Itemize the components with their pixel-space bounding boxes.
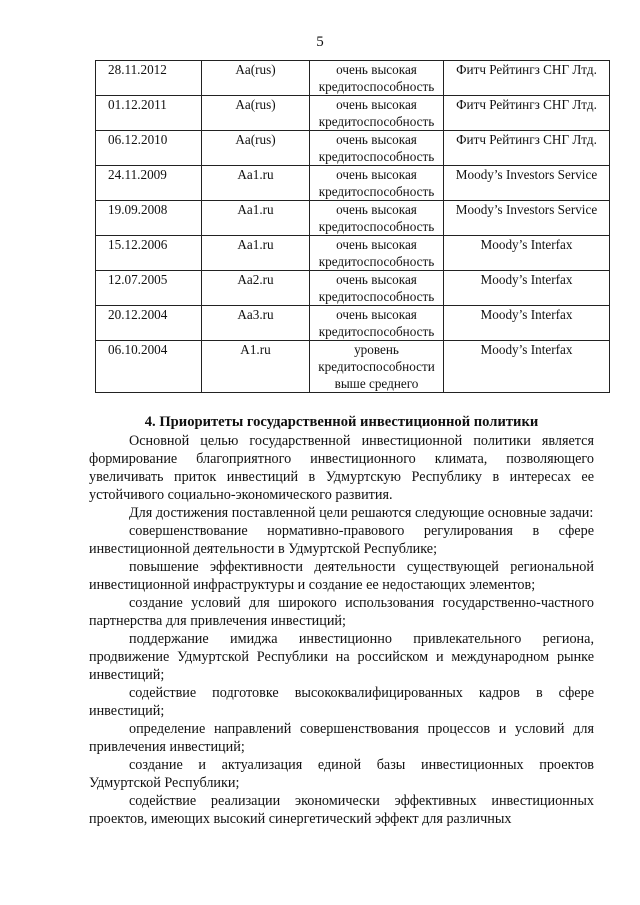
rating-value: A1.ru	[202, 341, 310, 393]
rating-date: 20.12.2004	[96, 306, 202, 341]
rating-level: очень высокая кредитоспособность	[310, 306, 444, 341]
rating-agency: Moody’s Interfax	[444, 236, 610, 271]
table-row	[96, 271, 610, 306]
rating-value: Aa1.ru	[202, 201, 310, 236]
rating-date: 28.11.2012	[96, 61, 202, 96]
credit-ratings-table	[95, 60, 610, 393]
paragraph: создание и актуализация единой базы инвестиционных проектов Удмуртской Республики;	[89, 757, 594, 791]
table-row	[96, 341, 610, 393]
rating-value: Aa2.ru	[202, 271, 310, 306]
paragraph: создание условий для широкого использования государственно-частного партнерства для привлечения инвестиций;	[89, 595, 594, 629]
rating-value: Aa3.ru	[202, 306, 310, 341]
section-heading: 4. Приоритеты государственной инвестиционной политики	[144, 414, 539, 430]
table-row	[96, 96, 610, 131]
rating-agency: Moody’s Interfax	[444, 271, 610, 306]
rating-value: Aa(rus)	[202, 131, 310, 166]
rating-agency: Фитч Рейтингз СНГ Лтд.	[444, 96, 610, 131]
rating-level: очень высокая кредитоспособность	[310, 271, 444, 306]
investment-policy-section	[89, 413, 594, 828]
table-row	[96, 166, 610, 201]
paragraph: повышение эффективности деятельности существующей региональной инвестиционной инфраструктуры и создание ее недостающих элементов;	[89, 559, 594, 593]
rating-agency: Moody’s Investors Service	[444, 166, 610, 201]
paragraph: совершенствование нормативно-правового регулирования в сфере инвестиционной деятельности в Удмуртской Республике;	[89, 523, 594, 557]
rating-agency: Moody’s Interfax	[444, 341, 610, 393]
paragraph: содействие реализации экономически эффективных инвестиционных проектов, имеющих высокий синергетический эффект для различных	[89, 793, 594, 827]
paragraph: Основной целью государственной инвестиционной политики является формирование благоприятного инвестиционного климата, позволяющего увеличивать приток инвестиций в Удмуртскую Республику в интересах ее устойчивого социально-экономического развития.	[89, 433, 594, 503]
table-row	[96, 236, 610, 271]
rating-value: Aa(rus)	[202, 61, 310, 96]
rating-value: Aa(rus)	[202, 96, 310, 131]
rating-agency: Moody’s Interfax	[444, 306, 610, 341]
rating-date: 06.10.2004	[96, 341, 202, 393]
rating-level: очень высокая кредитоспособность	[310, 96, 444, 131]
rating-level: очень высокая кредитоспособность	[310, 131, 444, 166]
rating-value: Aa1.ru	[202, 166, 310, 201]
rating-date: 12.07.2005	[96, 271, 202, 306]
rating-date: 19.09.2008	[96, 201, 202, 236]
rating-agency: Фитч Рейтингз СНГ Лтд.	[444, 61, 610, 96]
table-row	[96, 131, 610, 166]
rating-date: 01.12.2011	[96, 96, 202, 131]
rating-level: очень высокая кредитоспособность	[310, 166, 444, 201]
rating-agency: Фитч Рейтингз СНГ Лтд.	[444, 131, 610, 166]
rating-agency: Moody’s Investors Service	[444, 201, 610, 236]
rating-level: уровень кредитоспособности выше среднего	[310, 341, 444, 393]
table-row	[96, 61, 610, 96]
paragraph: содействие подготовке высококвалифицированных кадров в сфере инвестиций;	[89, 685, 594, 719]
paragraph: определение направлений совершенствования процессов и условий для привлечения инвестиций;	[89, 721, 594, 755]
rating-level: очень высокая кредитоспособность	[310, 236, 444, 271]
rating-level: очень высокая кредитоспособность	[310, 61, 444, 96]
page-number: 5	[316, 34, 324, 50]
paragraph: Для достижения поставленной цели решаются следующие основные задачи:	[129, 505, 594, 521]
rating-date: 06.12.2010	[96, 131, 202, 166]
rating-date: 15.12.2006	[96, 236, 202, 271]
rating-value: Aa1.ru	[202, 236, 310, 271]
paragraph: поддержание имиджа инвестиционно привлекательного региона, продвижение Удмуртской Республики на российском и международном рынке инвестиций;	[89, 631, 594, 683]
rating-level: очень высокая кредитоспособность	[310, 201, 444, 236]
table-row	[96, 201, 610, 236]
rating-date: 24.11.2009	[96, 166, 202, 201]
table-row	[96, 306, 610, 341]
